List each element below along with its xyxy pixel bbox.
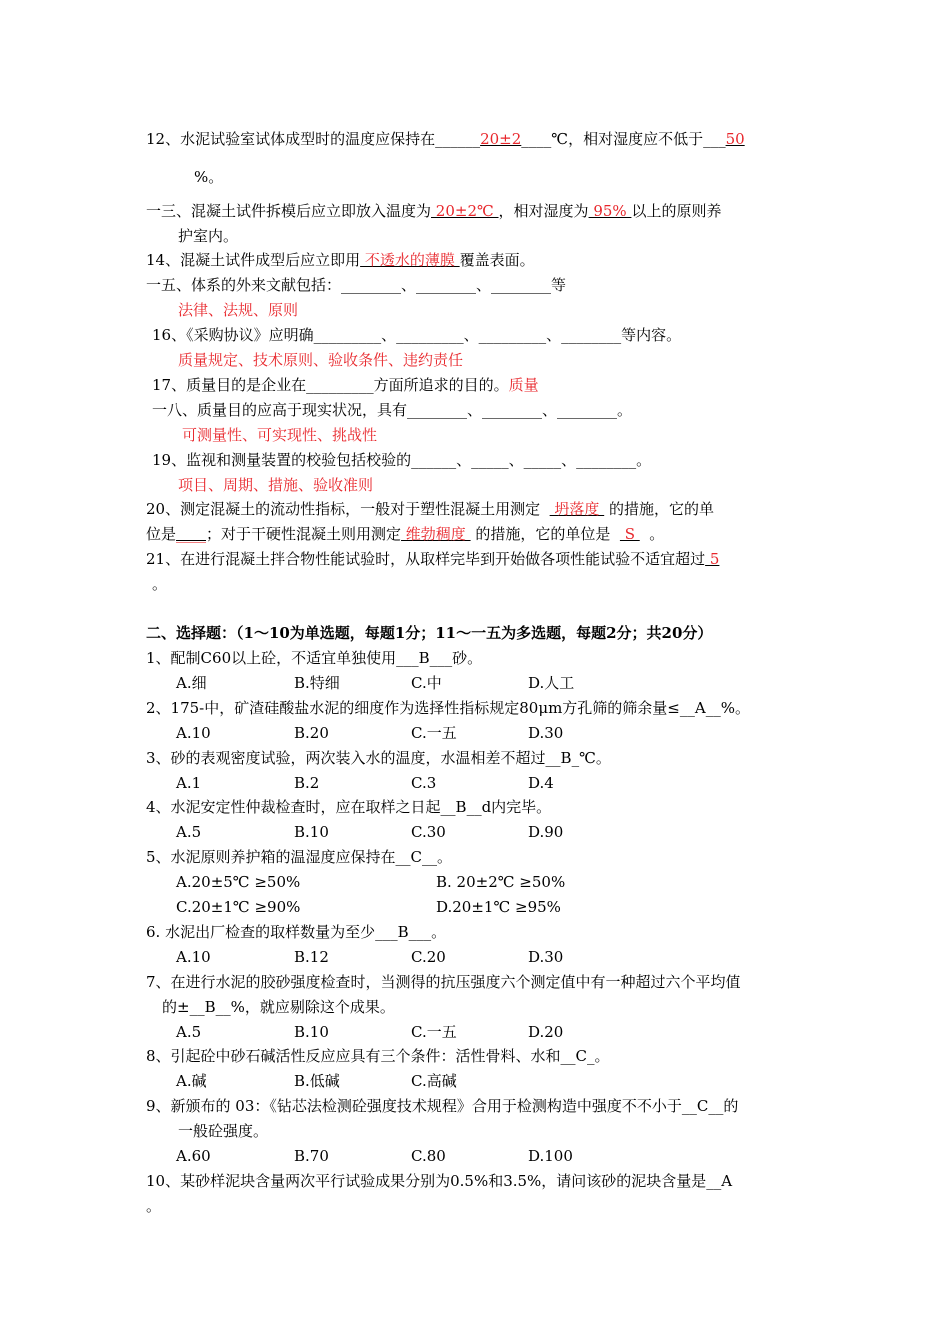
q19-text: 19、监视和测量装置的校验包括校验的______、_____、_____、________。: [152, 451, 652, 469]
q20-answer-3: S: [619, 525, 640, 543]
q19-answer: 项目、周期、措施、验收准则: [178, 476, 374, 494]
q15-text: 一五、体系的外来文献包括：________、________、________等: [146, 276, 567, 294]
choice-stem: 5、水泥原则养护箱的温湿度应保持在__C__。: [146, 848, 453, 866]
q15-answer: 法律、法规、原则: [178, 301, 299, 319]
q12-line: 12、水泥试验室试体成型时的温度应保持在______20±2____℃，相对湿度应不低于___50: [146, 130, 745, 148]
choice-stem: 2、175-中，矿渣硅酸盐水泥的细度作为选择性指标规定80μm方孔筛的筛余量≤__A__%。: [146, 699, 750, 717]
choice-stem: 6. 水泥出厂检查的取样数量为至少___B___。: [146, 923, 447, 941]
choice-option: D.90: [528, 823, 564, 841]
choice-option: A.60: [176, 1147, 211, 1165]
choice-option: A.5: [176, 823, 202, 841]
choice-option: A.20±5℃ ≥50%: [176, 873, 301, 891]
q13-answer-1: 20±2℃: [431, 202, 499, 220]
q12-answer-1: 20±2: [480, 130, 522, 148]
choice-option: C.中: [411, 674, 442, 692]
choice-stem: 1、配制C60以上砼，不适宜单独使用___B___砂。: [146, 649, 483, 667]
q13-answer-2: 95%: [588, 202, 632, 220]
choice-option: A.1: [176, 774, 202, 792]
choice-stem: 7、在进行水泥的胶砂强度检查时，当测得的抗压强度六个测定值中有一种超过六个平均值: [146, 973, 741, 991]
q14-line: 14、混凝土试件成型后应立即用 不透水的薄膜 覆盖表面。: [146, 251, 535, 269]
choice-option: B.10: [294, 1023, 329, 1041]
choice-option: A.10: [176, 724, 211, 742]
choice-option: C.30: [411, 823, 446, 841]
choice-option: B.70: [294, 1147, 329, 1165]
choice-option: D.30: [528, 948, 564, 966]
choice-option: C.20±1℃ ≥90%: [176, 898, 301, 916]
choice-stem: 8、引起砼中砂石碱活性反应应具有三个条件：活性骨料、水和__C_。: [146, 1047, 610, 1065]
q18-text: 一八、质量目的应高于现实状况，具有________、________、________。: [152, 401, 633, 419]
q17-answer: 质量: [508, 376, 539, 394]
q12-cont: %。: [194, 168, 224, 186]
choice-stem-cont: 一般砼强度。: [178, 1122, 269, 1140]
choice-option: D.100: [528, 1147, 573, 1165]
choice-stem: 9、新颁布的 03：《钻芯法检测砼强度技术规程》合用于检测构造中强度不不小于__C__的: [146, 1097, 739, 1115]
q13-cont: 护室内。: [178, 227, 239, 245]
q20-line-1: 20、测定混凝土的流动性指标，一般对于塑性混凝土用测定 坍落度 的措施，它的单: [146, 500, 714, 518]
q20-line-2: 位是____；对于干硬性混凝土则用测定 维勃稠度 的措施，它的单位是 S 。: [146, 525, 665, 543]
choice-option: C.80: [411, 1147, 446, 1165]
choice-option: A.5: [176, 1023, 202, 1041]
choice-stem: 10、某砂样泥块含量两次平行试验成果分别为0.5%和3.5%，请问该砂的泥块含量是__A: [146, 1172, 733, 1190]
choice-stem-cont: 的±__B__%，就应剔除这个成果。: [162, 998, 395, 1016]
choice-option: C.3: [411, 774, 437, 792]
choice-option: D.20: [528, 1023, 564, 1041]
choice-option: C.20: [411, 948, 446, 966]
choice-stem-cont: 。: [146, 1197, 162, 1215]
q16-text: 16、《采购协议》应明确_________、_________、_________、________等内容。: [152, 326, 682, 344]
q12-answer-2: 50: [725, 130, 745, 148]
q14-answer: 不透水的薄膜: [360, 251, 460, 269]
choice-option: B.低碱: [294, 1072, 340, 1090]
q21-cont: 。: [152, 575, 168, 593]
q20-answer-1: 坍落度: [549, 500, 605, 518]
q18-answer: 可测量性、可实现性、挑战性: [182, 426, 378, 444]
choice-option: B.12: [294, 948, 329, 966]
choice-option: A.细: [176, 674, 207, 692]
choice-option: A.10: [176, 948, 211, 966]
q20-answer-2: 维勃稠度: [401, 525, 471, 543]
choice-option: B. 20±2℃ ≥50%: [436, 873, 566, 891]
choice-option: B.10: [294, 823, 329, 841]
choice-stem: 3、砂的表观密度试验，两次装入水的温度，水温相差不超过__B_℃。: [146, 749, 611, 767]
choice-option: C.一五: [411, 724, 457, 742]
choice-option: B.2: [294, 774, 320, 792]
choice-option: B.特细: [294, 674, 340, 692]
q12-text: 12、水泥试验室试体成型时的温度应保持在: [146, 130, 436, 148]
q16-answer: 质量规定、技术原则、验收条件、违约责任: [178, 351, 464, 369]
choice-option: D.人工: [528, 674, 575, 692]
q21-answer: 5: [705, 550, 720, 568]
q17-line: 17、质量目的是企业在_________方面所追求的目的。质量: [152, 376, 539, 394]
choice-option: C.一五: [411, 1023, 457, 1041]
choice-option: C.高碱: [411, 1072, 457, 1090]
section-heading: 二、选择题：（1～10为单选题，每题1分；11～一五为多选题，每题2分；共20分）: [146, 624, 713, 642]
choice-option: B.20: [294, 724, 329, 742]
choice-option: D.20±1℃ ≥95%: [436, 898, 561, 916]
choice-option: D.4: [528, 774, 554, 792]
choice-stem: 4、水泥安定性仲裁检查时，应在取样之日起__B__d内完毕。: [146, 798, 552, 816]
q13-line: 一三、混凝土试件拆模后应立即放入温度为 20±2℃ ，相对湿度为 95% 以上的原则养: [146, 202, 722, 220]
choice-option: D.30: [528, 724, 564, 742]
choice-option: A.碱: [176, 1072, 207, 1090]
q21-line: 21、在进行混凝土拌合物性能试验时，从取样完毕到开始做各项性能试验不适宜超过 5: [146, 550, 720, 568]
